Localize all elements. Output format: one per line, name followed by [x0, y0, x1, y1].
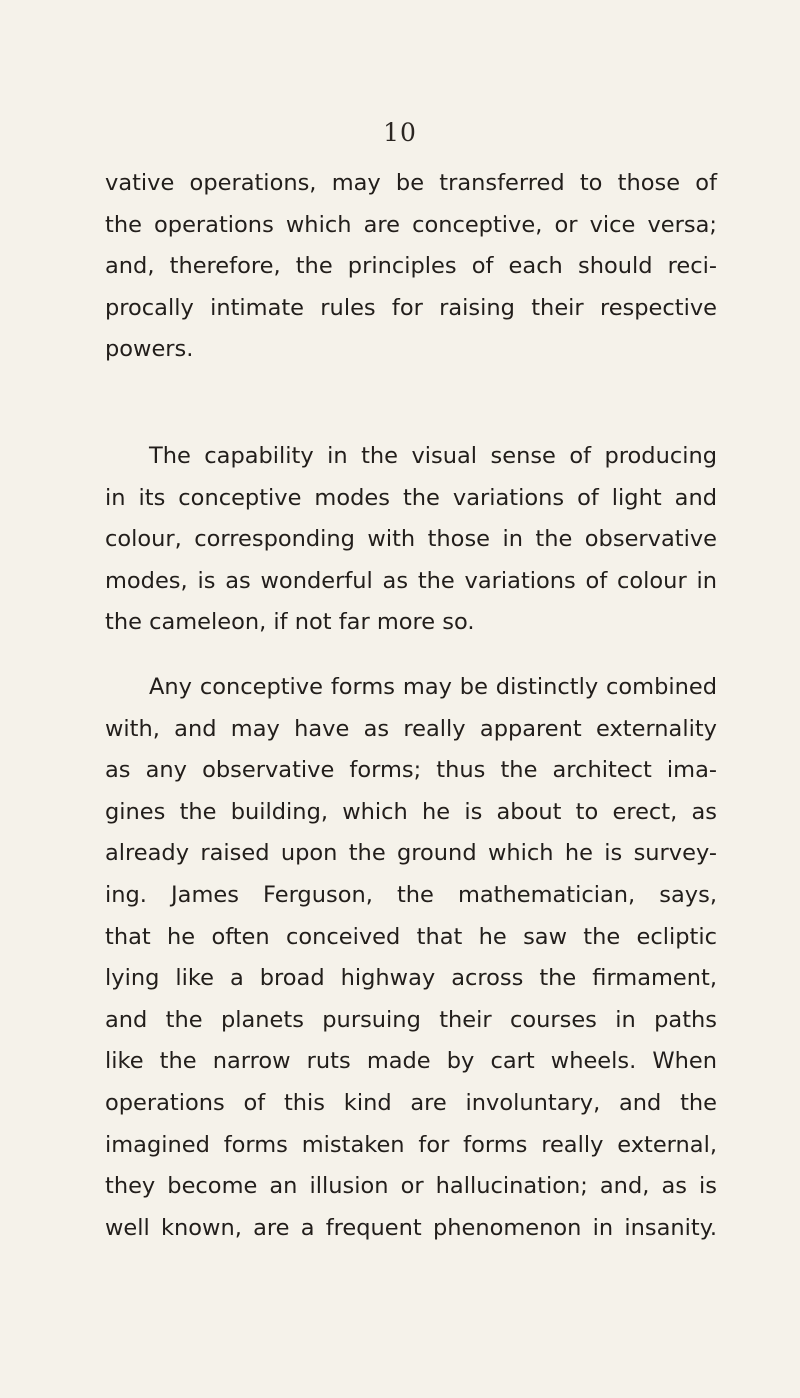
- text-line: gines the building, which he is about to erect, as: [105, 798, 717, 825]
- text-line: procally intimate rules for raising their respective: [105, 294, 717, 321]
- text-line: that he often conceived that he saw the ecliptic: [105, 923, 717, 950]
- text-line: and, therefore, the principles of each should reci-: [105, 253, 717, 280]
- paragraph-3: [105, 667, 717, 1249]
- text-line: in its conceptive modes the variations of light and: [105, 484, 717, 511]
- text-line: well known, are a frequent phenomenon in insanity.: [105, 1214, 717, 1241]
- text-line: Any conceptive forms may be distinctly combined: [149, 674, 717, 700]
- paragraph-1: [105, 163, 717, 371]
- text-line: and the planets pursuing their courses in paths: [105, 1006, 717, 1033]
- text-line: modes, is as wonderful as the variations of colour in: [105, 567, 717, 594]
- text-line: vative operations, may be transferred to those of: [105, 170, 717, 196]
- text-line: lying like a broad highway across the firmament,: [105, 965, 717, 992]
- text-line: operations of this kind are involuntary, and the: [105, 1089, 717, 1116]
- text-line: the cameleon, if not far more so.: [105, 609, 475, 636]
- text-line: powers.: [105, 336, 194, 363]
- text-line: as any observative forms; thus the architect ima-: [105, 757, 717, 784]
- text-line: ing. James Ferguson, the mathematician, says,: [105, 881, 717, 908]
- text-line: colour, corresponding with those in the observative: [105, 526, 717, 553]
- paragraph-2: [105, 436, 717, 644]
- text-line: like the narrow ruts made by cart wheels. When: [105, 1048, 717, 1075]
- text-line: the operations which are conceptive, or vice versa;: [105, 211, 717, 238]
- text-line: The capability in the visual sense of producing: [149, 443, 717, 469]
- text-line: imagined forms mistaken for forms really external,: [105, 1131, 717, 1158]
- text-line: they become an illusion or hallucination; and, as is: [105, 1173, 717, 1200]
- text-line: with, and may have as really apparent externality: [105, 715, 717, 742]
- text-line: already raised upon the ground which he is survey-: [105, 840, 717, 867]
- page-number: 10: [383, 118, 417, 147]
